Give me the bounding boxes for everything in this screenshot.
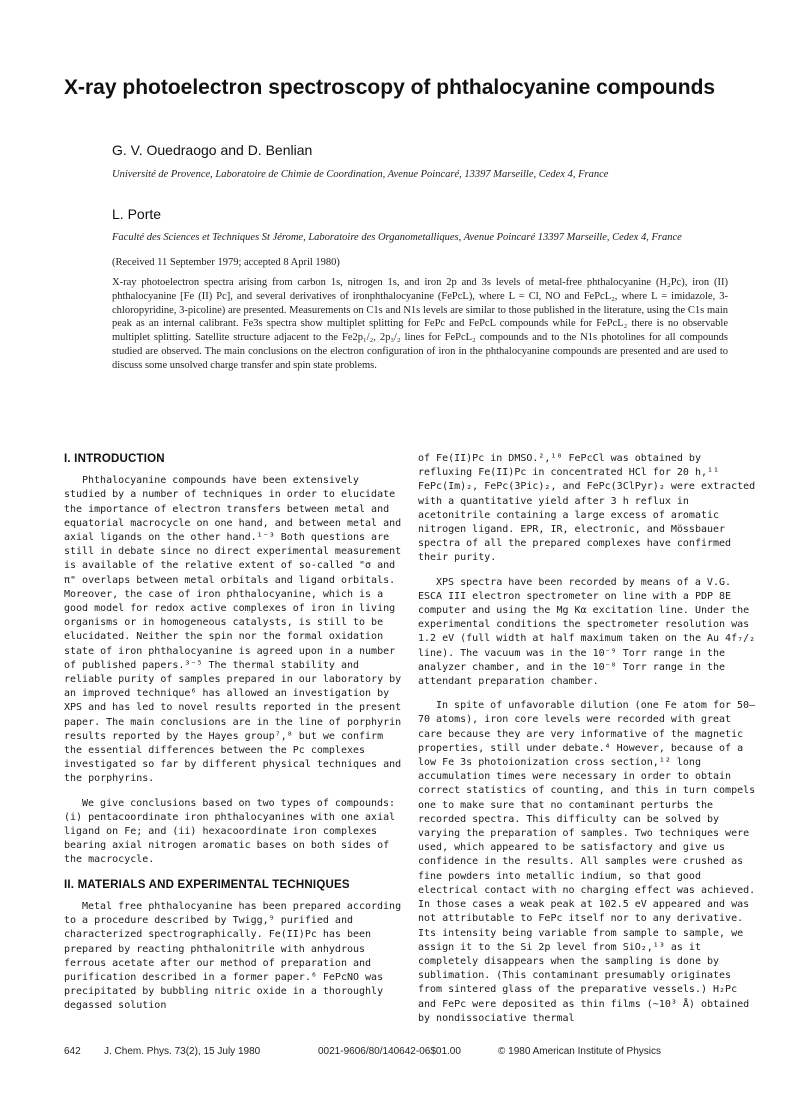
article-code: 0021-9606/80/140642-06$01.00: [318, 1046, 461, 1057]
materials-paragraph-2: of Fe(II)Pc in DMSO.²,¹⁰ FePcCl was obtained by refluxing Fe(II)Pc in concentrated HCl for 20 h,¹¹ FePc(Im)₂, FePc(3Pic)₂, and FePc(3ClPyr)₂ were extracted with a quantitative yield after 3 h reflux in acetonitrile containing a large excess of aromatic nitrogen ligand. EPR, IR, electronic, and Mössbauer spectra of all the prepared complexes have confirmed their purity.: [418, 453, 756, 564]
intro-paragraph-1: Phthalocyanine compounds have been extensively studied by a number of techniques in order to elucidate the importance of electron transfers between metal and equatorial macrocycle on one hand, and between metal and axial ligands on the other hand.¹⁻³ Both questions are still in debate since no direct experimental measurement is available of the relative extent of so-called "σ and π" overlaps between metal orbitals and ligand orbitals. Moreover, the case of iron phthalocyanine, which is a good model for redox active complexes of iron in living organisms or in homogeneous catalysts, is still to be elucidated. Neither the spin nor the formal oxidation state of iron phthalocyanine is agreed upon in a number of published papers.³⁻⁵ The thermal stability and reliable purity of samples prepared in our laboratory by an improved technique⁶ has allowed an investigation by XPS and has led to novel results reported in the present paper. The main conclusions are in the line of porphyrin results reported by the Hayes group⁷,⁸ but we confirm the essential differences between the Pc complexes investigated so far by different physical techniques and the porphyrins.: [64, 475, 402, 785]
left-column: [64, 452, 404, 1024]
author-second: L. Porte: [112, 206, 162, 222]
materials-paragraph-4: In spite of unfavorable dilution (one Fe atom for 50–70 atoms), iron core levels were recorded with great care because they are very informative of the magnetic properties, still under debate.⁴ However, because of a low Fe 3s photoionization cross section,¹² long accumulation times were necessary in order to obtain correct statistics of counting, and this in turn compels one to make sure that no contaminant perturbs the recorded spectra. This difficulty can be solved by varying the preparation of samples. Two techniques were used, which appeared to be satisfactory and give us confidence in the results. All samples were crushed as fine powders into metallic indium, so that good electrical contact with no charging effect was achieved. In those cases a weak peak at 102.5 eV appeared and was not attributable to FePc itself nor to any derivative. Its intensity being variable from sample to sample, we assign it to the Si 2p level from SiO₂,¹³ as it completely disappears when the sampling is done by sublimation. (This contaminant presumably originates from sintered glass of the preparative vessels.) H₂Pc and FePc were deposited as thin films (~10³ Å) obtained by nondissociative thermal: [418, 700, 756, 1024]
paper-title: X-ray photoelectron spectroscopy of phthalocyanine compounds: [64, 76, 716, 99]
affiliation-1: Université de Provence, Laboratoire de Chimie de Coordination, Avenue Poincaré, 13397 Marseille, Cedex 4, France: [112, 169, 609, 180]
right-column: [418, 452, 758, 1036]
intro-paragraph-2: We give conclusions based on two types of compounds: (i) pentacoordinate iron phthalocyanines with one axial ligand on Fe; and (ii) hexacoordinate iron complexes bearing axial nitrogen aromatic bases on both sides of the macrocycle.: [64, 797, 396, 866]
materials-paragraph-3: XPS spectra have been recorded by means of a V.G. ESCA III electron spectrometer on line with a PDP 8E computer and using the Mg Kα excitation line. Under the experimental conditions the spectrometer resolution was 1.2 eV (full width at half maximum taken on the Au 4f₇/₂ line). The vacuum was in the 10⁻⁹ Torr range in the analyzer chamber, and in the 10⁻⁸ Torr range in the attendant preparation chamber.: [418, 576, 756, 688]
section-heading-materials: II. MATERIALS AND EXPERIMENTAL TECHNIQUES: [64, 878, 350, 891]
page-number: 642: [64, 1046, 81, 1057]
abstract: X-ray photoelectron spectra arising from carbon 1s, nitrogen 1s, and iron 2p and 3s levels of metal-free phthalocyanine (H₂Pc), iron (II) phthalocyanine [Fe (II) Pc], and several derivatives of ironphthalocyanine (FePcL), where L = Cl, NO and FePcL₂, where L = imidazole, 3-chloropyridine, 3-picoline) are presented. Measurements on C1s and N1s levels are similar to those published in the literature, using the C1s main peak as an internal calibrant. Fe3s spectra show multiplet splitting for FePc and FePcL compounds while for FePcL₂ there is no observable multiplet splitting. Satellite structure adjacent to the Fe2p₁/₂, 2p₃/₂ lines for FePcL₂ compounds and to the N1s photolines for all compounds studied are observed. The main conclusions on the electron configuration of iron in the phthalocyanine compounds are presented and are used to discuss some unsolved charge transfer and spin state problems.: [112, 277, 728, 371]
page-footer: [0, 1046, 812, 1060]
copyright-notice: © 1980 American Institute of Physics: [498, 1046, 662, 1057]
journal-citation: J. Chem. Phys. 73(2), 15 July 1980: [104, 1046, 261, 1057]
received-dates: (Received 11 September 1979; accepted 8 April 1980): [112, 257, 340, 268]
section-heading-introduction: I. INTRODUCTION: [64, 453, 165, 465]
affiliation-2: Faculté des Sciences et Techniques St Jérome, Laboratoire des Organometalliques, Avenue Poincaré 13397 Marseille, Cedex 4, France: [112, 232, 682, 243]
author-list: G. V. Ouedraogo and D. Benlian: [112, 142, 313, 158]
materials-paragraph-1: Metal free phthalocyanine has been prepared according to a procedure described by Twigg,⁹ purified and characterized spectrographically. Fe(II)Pc has been prepared by reacting phthalonitrile with anhydrous ferrous acetate after our method of preparation and purification described in a former paper.⁶ FePcNO was precipitated by bubbling nitric oxide in a thoroughly degassed solution: [64, 900, 402, 1012]
